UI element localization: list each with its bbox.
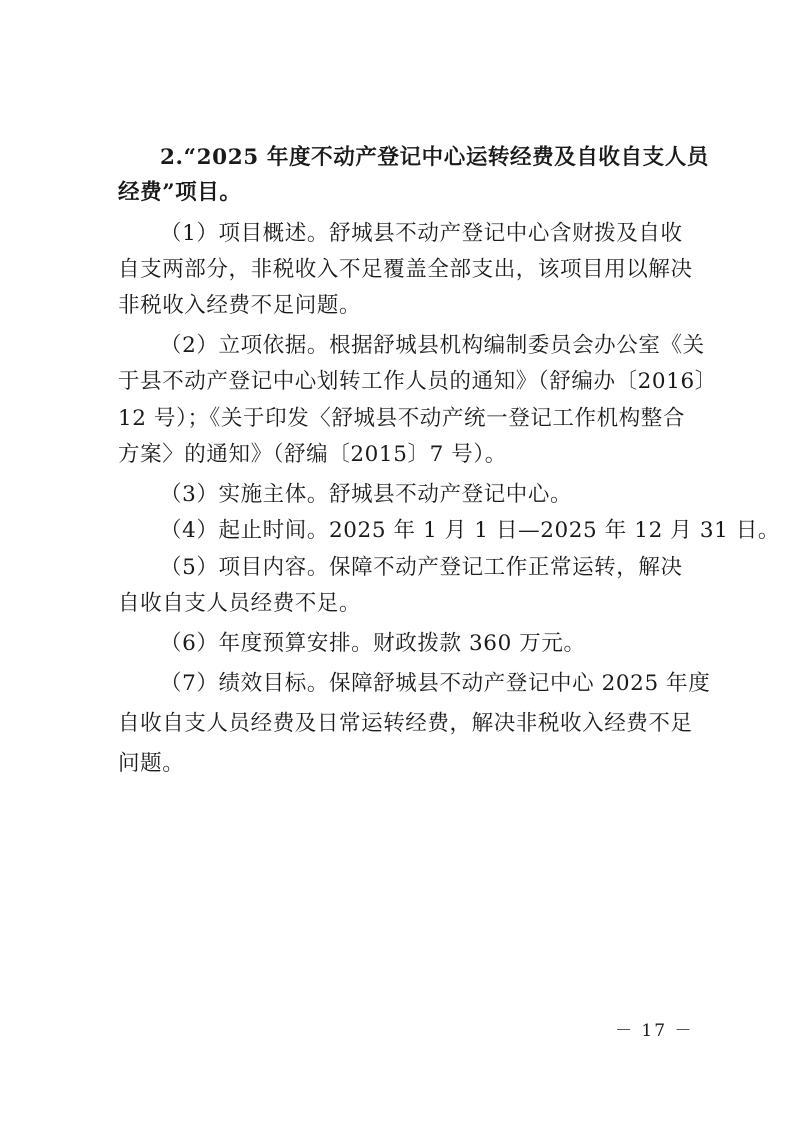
- paragraph-6-line-1: （6）年度预算安排。财政拨款 360 万元。: [160, 631, 586, 656]
- paragraph-5-line-2: 自收自支人员经费不足。: [118, 591, 362, 616]
- paragraph-7-line-1: （7）绩效目标。保障舒城县不动产登记中心 2025 年度: [160, 671, 711, 696]
- heading-line-1: 2.“2025 年度不动产登记中心运转经费及自收自支人员: [160, 145, 709, 170]
- paragraph-1-line-2: 自支两部分，非税收入不足覆盖全部支出，该项目用以解决: [118, 257, 693, 282]
- paragraph-2-line-4: 方案〉的通知》（舒编〔2015〕7 号）。: [118, 442, 507, 467]
- paragraph-2-line-1: （2）立项依据。根据舒城县机构编制委员会办公室《关: [160, 333, 705, 358]
- paragraph-1-line-3: 非税收入经费不足问题。: [118, 293, 362, 318]
- paragraph-7-line-3: 问题。: [118, 751, 185, 776]
- paragraph-5-line-1: （5）项目内容。保障不动产登记工作正常运转，解决: [160, 555, 683, 580]
- page-number: － 17 －: [615, 1021, 694, 1041]
- paragraph-2-line-2: 于县不动产登记中心划转工作人员的通知》（舒编办〔2016〕: [118, 369, 717, 394]
- paragraph-2-line-3: 12 号）；《关于印发〈舒城县不动产统一登记工作机构整合: [118, 406, 685, 431]
- paragraph-7-line-2: 自收自支人员经费及日常运转经费，解决非税收入经费不足: [118, 711, 693, 736]
- paragraph-3-line-1: （3）实施主体。舒城县不动产登记中心。: [160, 482, 573, 507]
- paragraph-1-line-1: （1）项目概述。舒城县不动产登记中心含财拨及自收: [160, 221, 683, 246]
- heading-line-2: 经费”项目。: [118, 180, 242, 205]
- paragraph-4-line-1: （4）起止时间。2025 年 1 月 1 日—2025 年 12 月 31 日。: [160, 518, 781, 543]
